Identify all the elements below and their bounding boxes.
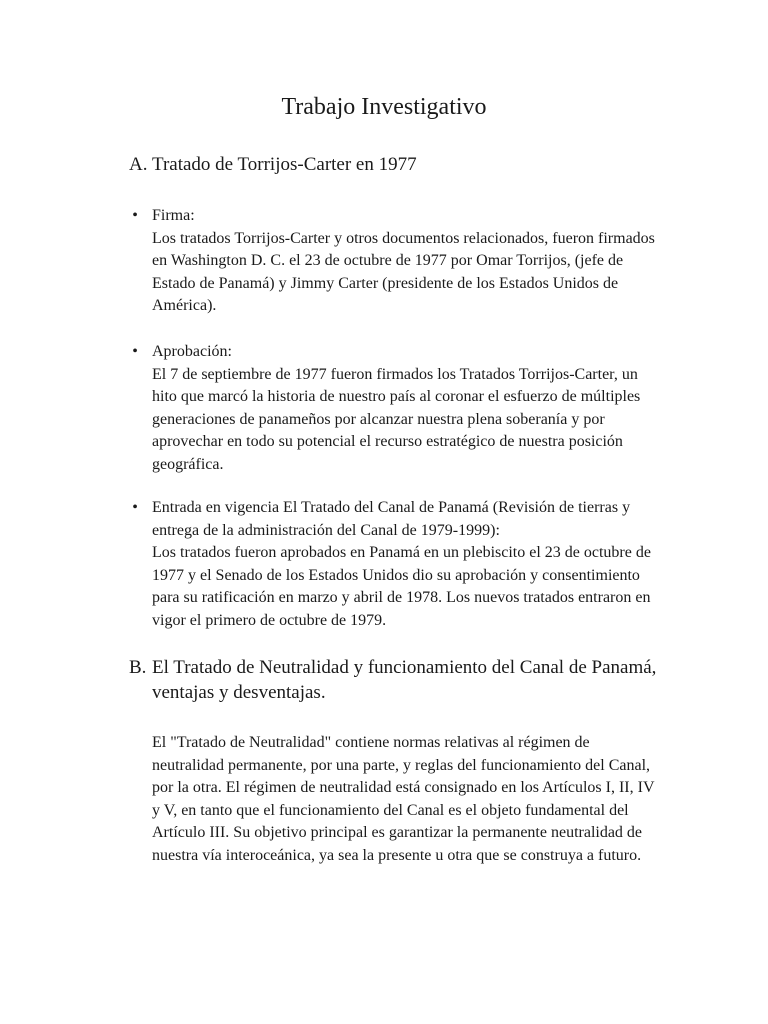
bullet-aprobacion bbox=[132, 341, 662, 476]
bullet-marker: • bbox=[132, 207, 138, 224]
section-a-heading bbox=[129, 152, 669, 177]
bullet-entrada-en-vigencia bbox=[132, 497, 662, 632]
section-a-letter: A. bbox=[129, 154, 148, 175]
bullet-text: Los tratados Torrijos-Carter y otros documentos relacionados, fueron firmados en Washington D. C. el 23 de octubre de 1977 por Omar Torrijos, (jefe de Estado de Panamá) y Jimmy Carter (presidente de los Estados Unidos de América). bbox=[152, 229, 655, 314]
bullet-firma bbox=[132, 205, 662, 318]
section-b-heading bbox=[129, 655, 669, 705]
bullet-text: El 7 de septiembre de 1977 fueron firmados los Tratados Torrijos-Carter, un hito que marcó la historia de nuestro país al coronar el esfuerzo de múltiples generaciones de panameños por alcanzar nuestra plena soberanía y por aprovechar en todo su potencial el recurso estratégico de nuestra posición geográfica. bbox=[152, 365, 641, 473]
bullet-label: Entrada en vigencia El Tratado del Canal de Panamá (Revisión de tierras y entrega de la administración del Canal de 1979-1999): bbox=[152, 499, 631, 539]
bullet-text: Los tratados fueron aprobados en Panamá en un plebiscito el 23 de octubre de 1977 y el Senado de los Estados Unidos dio su aprobación y consentimiento para su ratificación en marzo y abril de 1978. Los nuevos tratados entraron en vigor el primero de octubre de 1979. bbox=[152, 544, 651, 629]
bullet-marker: • bbox=[132, 499, 138, 516]
section-a-heading-text: Tratado de Torrijos-Carter en 1977 bbox=[152, 154, 417, 175]
section-b-letter: B. bbox=[129, 657, 147, 678]
section-b-paragraph: El "Tratado de Neutralidad" contiene normas relativas al régimen de neutralidad permanente, por una parte, y reglas del funcionamiento del Canal, por la otra. El régimen de neutralidad está consignado en los Artículos I, II, IV y V, en tanto que el funcionamiento del Canal es el objeto fundamental del Artículo III. Su objetivo principal es garantizar la permanente neutralidad de nuestra vía interoceánica, ya sea la presente u otra que se construya a futuro. bbox=[152, 734, 655, 864]
bullet-marker: • bbox=[132, 343, 138, 360]
bullet-label: Aprobación: bbox=[152, 343, 232, 360]
document-title: Trabajo Investigativo bbox=[281, 94, 487, 120]
bullet-label: Firma: bbox=[152, 207, 195, 224]
section-b-heading-text: El Tratado de Neutralidad y funcionamiento del Canal de Panamá, ventajas y desventajas. bbox=[152, 657, 657, 703]
